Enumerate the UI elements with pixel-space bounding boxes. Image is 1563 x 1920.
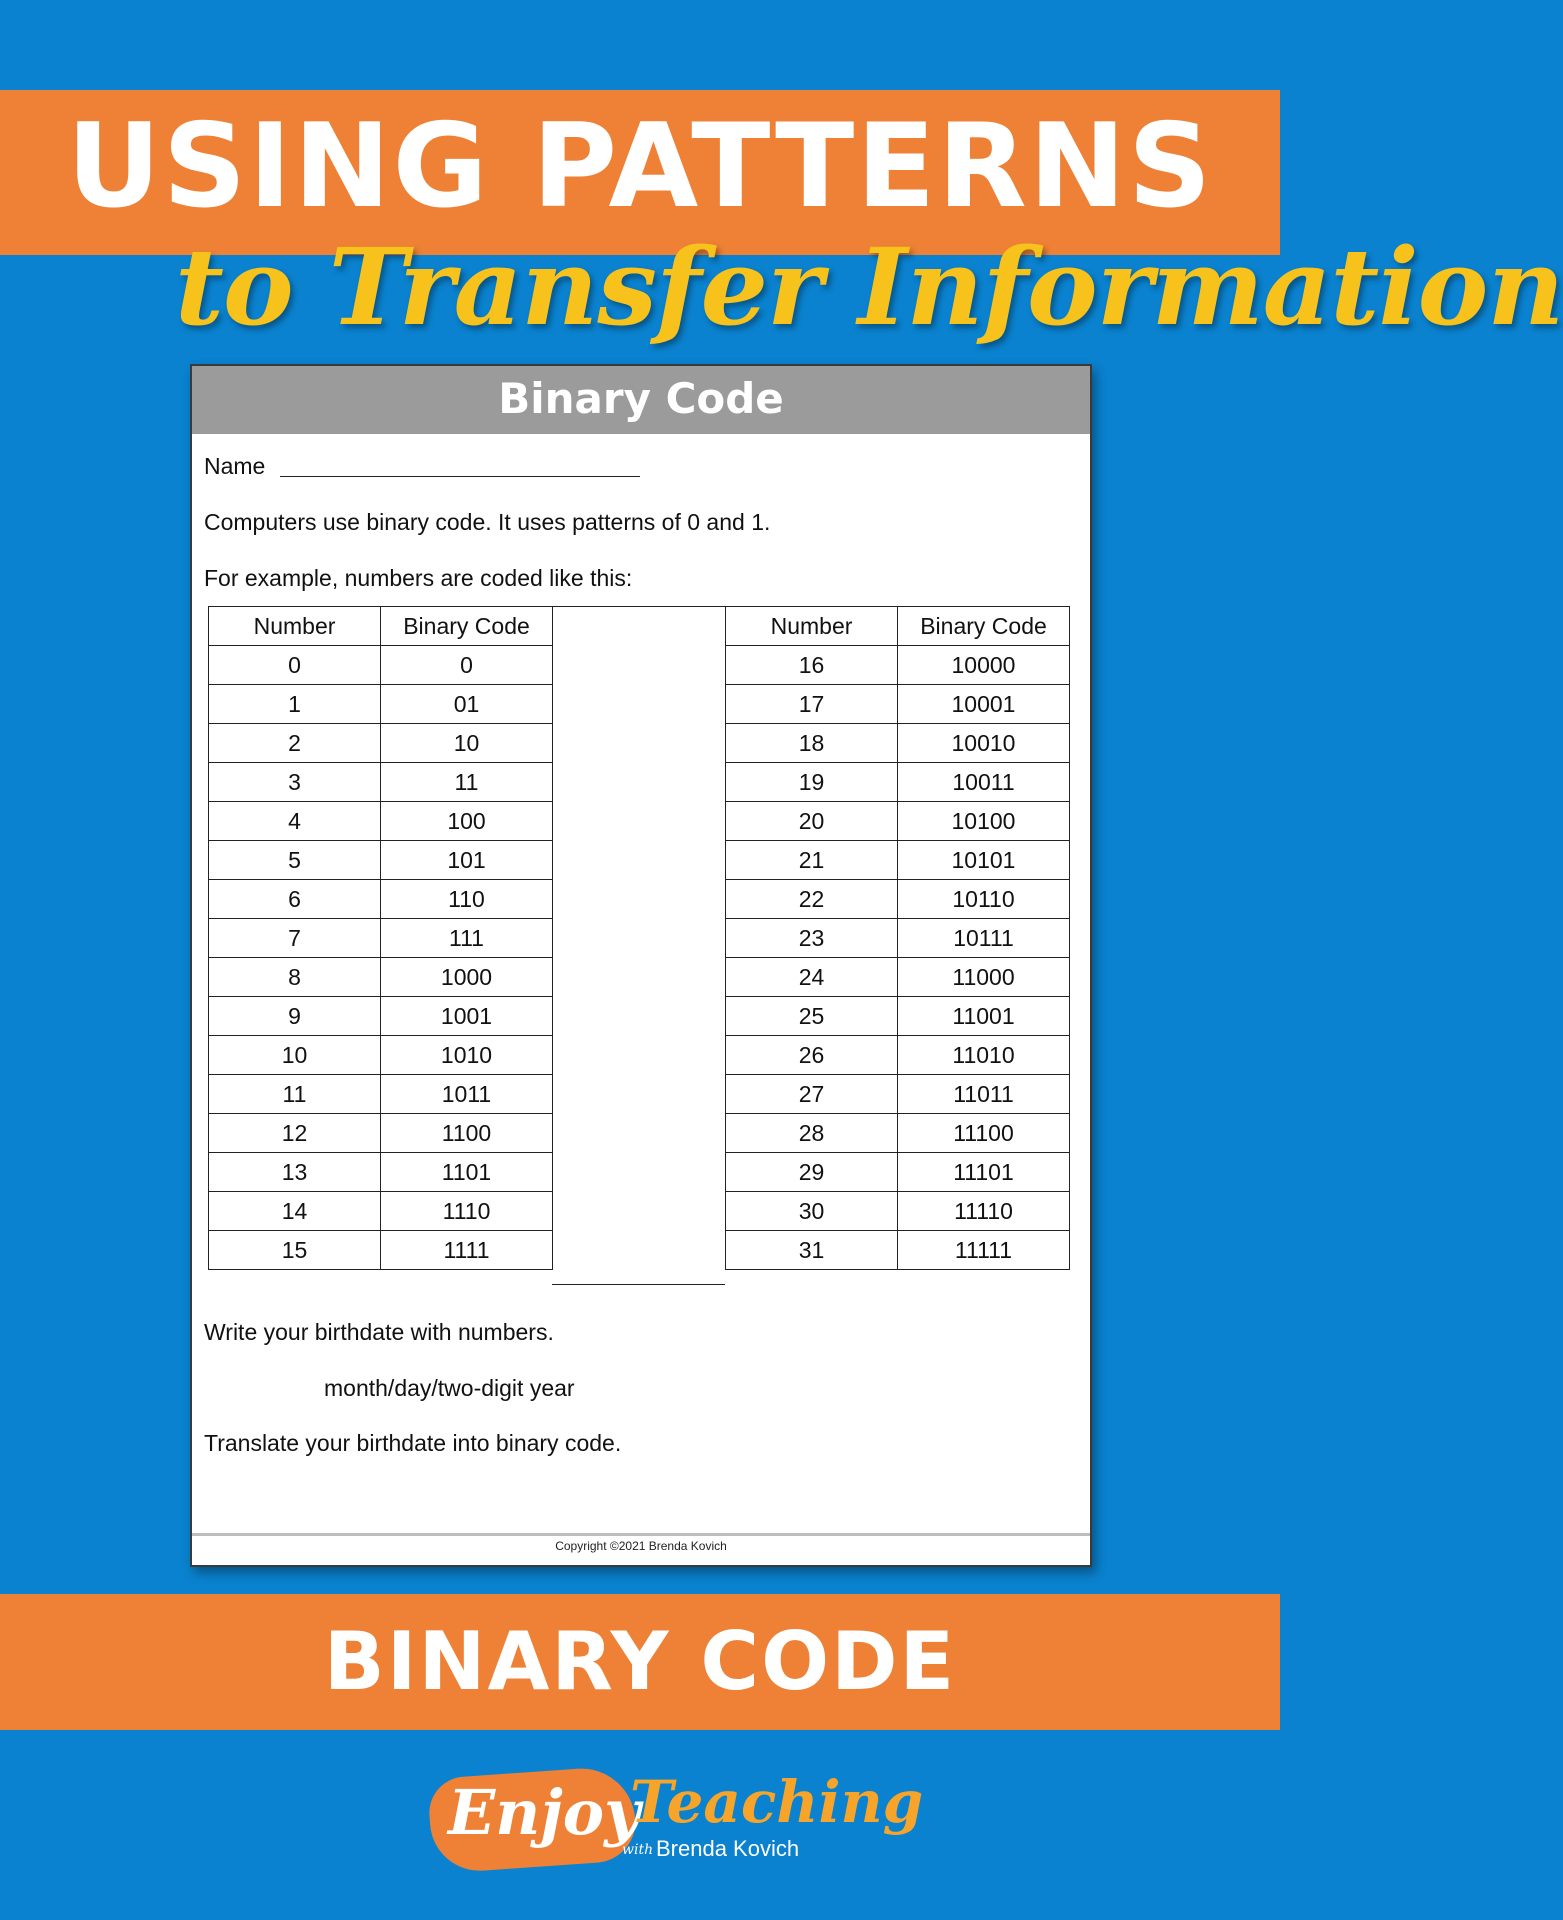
table-header-row <box>209 607 553 646</box>
number-cell: 19 <box>726 763 898 802</box>
number-cell: 8 <box>209 958 381 997</box>
binary-cell: 10111 <box>898 919 1070 958</box>
binary-cell: 1001 <box>381 997 553 1036</box>
number-cell: 14 <box>209 1192 381 1231</box>
number-cell: 12 <box>209 1114 381 1153</box>
number-cell: 1 <box>209 685 381 724</box>
number-cell: 4 <box>209 802 381 841</box>
number-cell: 5 <box>209 841 381 880</box>
binary-table-right <box>725 606 1070 1270</box>
number-cell: 26 <box>726 1036 898 1075</box>
binary-cell: 1100 <box>381 1114 553 1153</box>
column-header-binary: Binary Code <box>898 607 1070 646</box>
table-row <box>209 958 553 997</box>
footer-divider <box>192 1533 1090 1536</box>
binary-cell: 10011 <box>898 763 1070 802</box>
page-subtitle: to Transfer Information <box>175 224 1563 349</box>
number-cell: 27 <box>726 1075 898 1114</box>
number-cell: 31 <box>726 1231 898 1270</box>
table-row <box>209 724 553 763</box>
table-row <box>209 763 553 802</box>
number-cell: 11 <box>209 1075 381 1114</box>
instruction-date-format: month/day/two-digit year <box>324 1375 575 1401</box>
binary-cell: 10 <box>381 724 553 763</box>
number-cell: 3 <box>209 763 381 802</box>
logo-with: with <box>622 1842 654 1858</box>
logo-author: Brenda Kovich <box>656 1836 800 1861</box>
binary-cell: 11000 <box>898 958 1070 997</box>
binary-cell: 10100 <box>898 802 1070 841</box>
table-row <box>209 841 553 880</box>
table-row <box>726 1192 1070 1231</box>
binary-cell: 1000 <box>381 958 553 997</box>
binary-cell: 1110 <box>381 1192 553 1231</box>
binary-cell: 10010 <box>898 724 1070 763</box>
table-header-row <box>726 607 1070 646</box>
instruction-translate: Translate your birthdate into binary code. <box>204 1430 622 1456</box>
number-cell: 20 <box>726 802 898 841</box>
table-row <box>726 1231 1070 1270</box>
table-row <box>726 1036 1070 1075</box>
table-row <box>209 1075 553 1114</box>
example-text: For example, numbers are coded like this: <box>204 565 633 591</box>
number-cell: 13 <box>209 1153 381 1192</box>
column-header-number: Number <box>209 607 381 646</box>
table-row <box>726 997 1070 1036</box>
table-row <box>726 919 1070 958</box>
binary-cell: 11 <box>381 763 553 802</box>
table-row <box>726 763 1070 802</box>
table-row <box>209 1192 553 1231</box>
number-cell: 24 <box>726 958 898 997</box>
binary-cell: 11110 <box>898 1192 1070 1231</box>
binary-cell: 01 <box>381 685 553 724</box>
table-row <box>209 1231 553 1270</box>
table-row <box>209 802 553 841</box>
table-row <box>209 1036 553 1075</box>
binary-cell: 11010 <box>898 1036 1070 1075</box>
number-cell: 21 <box>726 841 898 880</box>
table-row <box>726 724 1070 763</box>
logo-word-enjoy: Enjoy <box>448 1776 641 1849</box>
number-cell: 25 <box>726 997 898 1036</box>
number-cell: 23 <box>726 919 898 958</box>
binary-cell: 11100 <box>898 1114 1070 1153</box>
enjoy-teaching-logo <box>430 1762 924 1882</box>
table-row <box>726 841 1070 880</box>
table-row <box>726 646 1070 685</box>
copyright-text: Copyright ©2021 Brenda Kovich <box>555 1539 727 1553</box>
binary-cell: 100 <box>381 802 553 841</box>
name-field-line <box>280 476 640 477</box>
table-row <box>726 802 1070 841</box>
table-row <box>209 685 553 724</box>
binary-cell: 1011 <box>381 1075 553 1114</box>
binary-cell: 11101 <box>898 1153 1070 1192</box>
worksheet <box>190 364 1092 1567</box>
number-cell: 7 <box>209 919 381 958</box>
number-cell: 17 <box>726 685 898 724</box>
number-cell: 29 <box>726 1153 898 1192</box>
table-gap <box>552 606 725 1285</box>
binary-cell: 10000 <box>898 646 1070 685</box>
number-cell: 6 <box>209 880 381 919</box>
number-cell: 22 <box>726 880 898 919</box>
worksheet-title: Binary Code <box>192 366 1090 434</box>
table-row <box>209 1153 553 1192</box>
binary-cell: 0 <box>381 646 553 685</box>
table-row <box>209 646 553 685</box>
number-cell: 9 <box>209 997 381 1036</box>
binary-cell: 11011 <box>898 1075 1070 1114</box>
number-cell: 0 <box>209 646 381 685</box>
binary-cell: 1111 <box>381 1231 553 1270</box>
table-row <box>726 1114 1070 1153</box>
table-row <box>209 1114 553 1153</box>
table-row <box>726 1153 1070 1192</box>
binary-cell: 10101 <box>898 841 1070 880</box>
number-cell: 10 <box>209 1036 381 1075</box>
binary-cell: 111 <box>381 919 553 958</box>
column-header-binary: Binary Code <box>381 607 553 646</box>
number-cell: 30 <box>726 1192 898 1231</box>
bottom-title: BINARY CODE <box>323 1615 957 1708</box>
number-cell: 28 <box>726 1114 898 1153</box>
column-header-number: Number <box>726 607 898 646</box>
binary-cell: 11111 <box>898 1231 1070 1270</box>
table-row <box>209 919 553 958</box>
binary-cell: 110 <box>381 880 553 919</box>
table-row <box>726 880 1070 919</box>
binary-table-left <box>208 606 553 1270</box>
number-cell: 2 <box>209 724 381 763</box>
page-title: USING PATTERNS <box>66 99 1214 234</box>
binary-cell: 10110 <box>898 880 1070 919</box>
table-row <box>209 880 553 919</box>
name-label: Name <box>204 453 266 479</box>
binary-cell: 10001 <box>898 685 1070 724</box>
intro-text: Computers use binary code. It uses patterns of 0 and 1. <box>204 509 771 535</box>
table-row <box>726 1075 1070 1114</box>
binary-cell: 11001 <box>898 997 1070 1036</box>
instruction-write-birthdate: Write your birthdate with numbers. <box>204 1319 554 1345</box>
number-cell: 16 <box>726 646 898 685</box>
table-row <box>726 958 1070 997</box>
number-cell: 15 <box>209 1231 381 1270</box>
binary-cell: 1010 <box>381 1036 553 1075</box>
logo-word-teaching: Teaching <box>630 1768 924 1836</box>
binary-cell: 1101 <box>381 1153 553 1192</box>
table-row <box>726 685 1070 724</box>
binary-cell: 101 <box>381 841 553 880</box>
number-cell: 18 <box>726 724 898 763</box>
table-row <box>209 997 553 1036</box>
